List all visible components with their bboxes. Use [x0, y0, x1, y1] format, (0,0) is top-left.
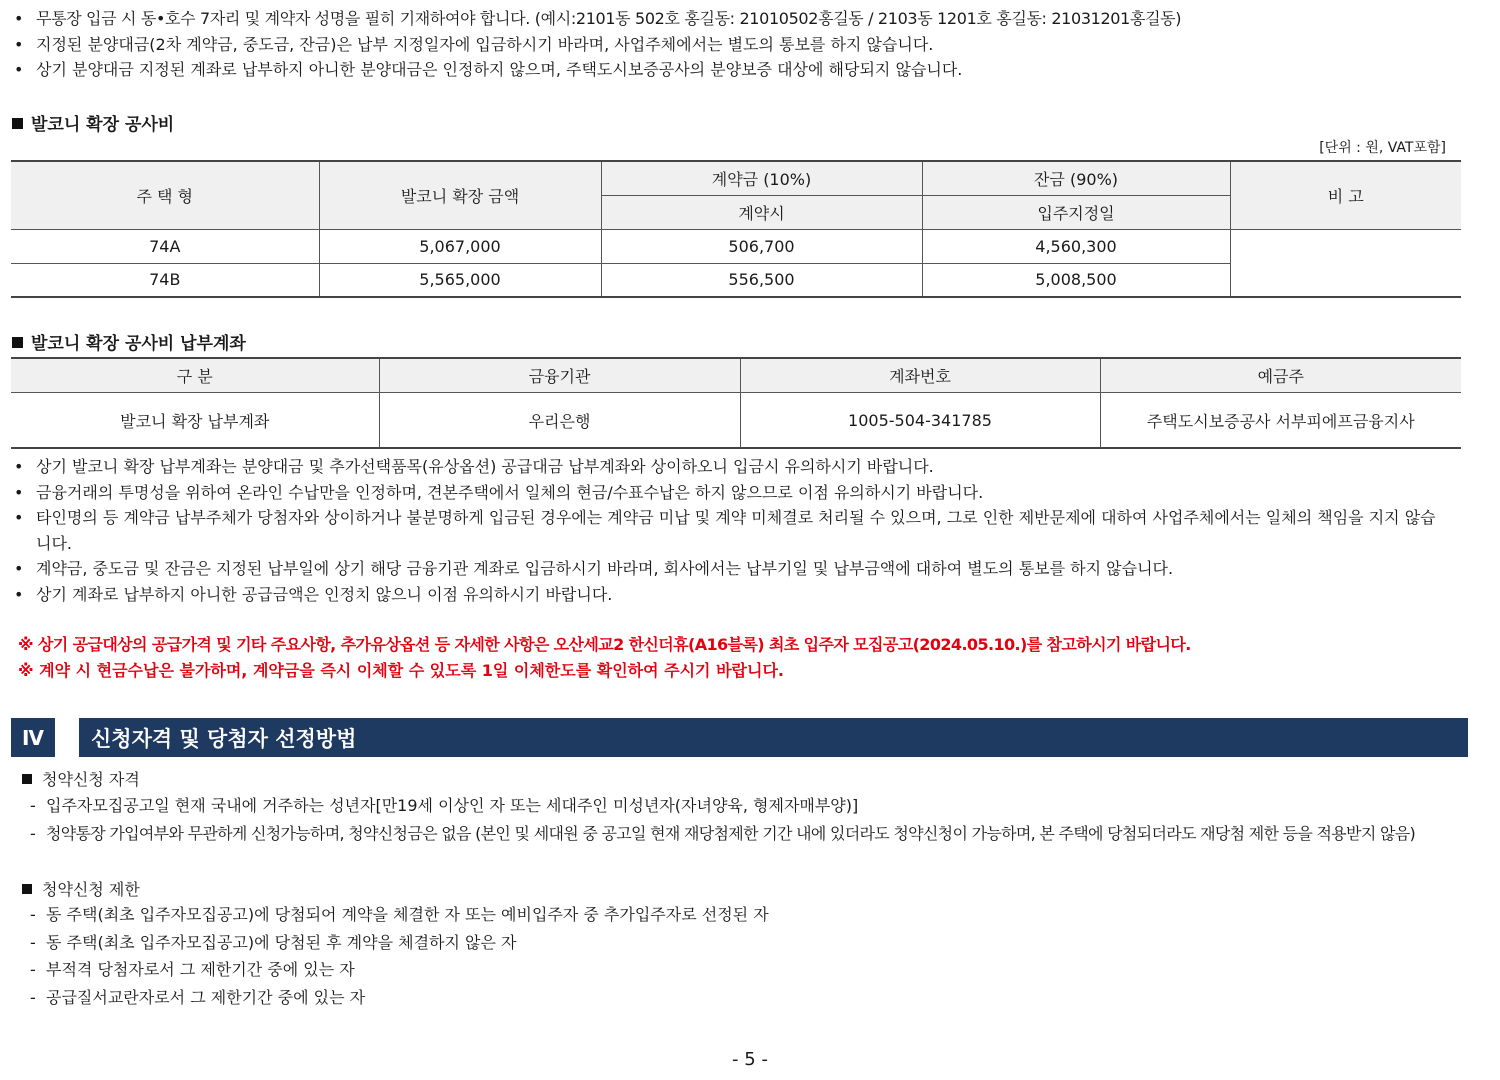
cell-account-number: 1005-504-341785 — [740, 393, 1100, 449]
list-item: - 공급질서교란자로서 그 제한기간 중에 있는 자 — [30, 984, 769, 1012]
important-notice-list — [18, 632, 1458, 684]
important-notice: ※ 계약 시 현금수납은 불가하며, 계약금을 즉시 이체할 수 있도록 1일 이체한도를 확인하여 주시기 바랍니다. — [18, 661, 784, 680]
unit-label: [단위 : 원, VAT포함] — [1319, 140, 1446, 156]
list-item: - 입주자모집공고일 현재 국내에 거주하는 성년자[만19세 이상인 자 또는 세대주인 미성년자(자녀양육, 형제자매부양)] — [30, 792, 1415, 820]
top-notice-list — [12, 6, 1472, 83]
cell-type: 74A — [11, 229, 319, 263]
qualification-list — [30, 792, 1415, 847]
header-amount: 발코니 확장 금액 — [319, 161, 601, 229]
header-category: 구 분 — [11, 358, 379, 393]
header-holder: 예금주 — [1100, 358, 1461, 393]
cell-category: 발코니 확장 납부계좌 — [11, 393, 379, 449]
cell-deposit: 556,500 — [601, 263, 922, 297]
cell-holder: 주택도시보증공사 서부피에프금융지사 — [1100, 393, 1461, 449]
cell-deposit: 506,700 — [601, 229, 922, 263]
important-notice: ※ 상기 공급대상의 공급가격 및 기타 주요사항, 추가유상옵션 등 자세한 사항은 오산세교2 한신더휴(A16블록) 최초 입주자 모집공고(2024.05.10.)를 참고하시기 바랍니다. — [18, 635, 1191, 654]
header-balance-timing: 입주지정일 — [922, 195, 1230, 229]
notice-item: • 지정된 분양대금(2차 계약금, 중도금, 잔금)은 납부 지정일자에 입금하시기 바라며, 사업주체에서는 별도의 통보를 하지 않습니다. — [12, 32, 1472, 58]
header-account-number: 계좌번호 — [740, 358, 1100, 393]
restriction-list — [30, 901, 769, 1011]
header-deposit-timing: 계약시 — [601, 195, 922, 229]
cell-note — [1230, 229, 1461, 297]
notice-item: • 타인명의 등 계약금 납부주체가 당첨자와 상이하거나 불분명하게 입금된 경우에는 계약금 미납 및 계약 미체결로 처리될 수 있으며, 그로 인한 제반문제에 대하여 사업주체에서는 일체의 책임을 지지 않습니다. — [12, 505, 1448, 556]
header-note: 비 고 — [1230, 161, 1461, 229]
list-item: - 부적격 당첨자로서 그 제한기간 중에 있는 자 — [30, 956, 769, 984]
header-bank: 금융기관 — [379, 358, 740, 393]
balcony-cost-table — [11, 160, 1461, 298]
section-title: 신청자격 및 당첨자 선정방법 — [91, 726, 357, 751]
cell-balance: 4,560,300 — [922, 229, 1230, 263]
page-number: - 5 - — [732, 1049, 768, 1070]
header-deposit: 계약금 (10%) — [601, 161, 922, 195]
notice-item: • 상기 분양대금 지정된 계좌로 납부하지 아니한 분양대금은 인정하지 않으며, 주택도시보증공사의 분양보증 대상에 해당되지 않습니다. — [12, 57, 1472, 83]
list-item: - 동 주택(최초 입주자모집공고)에 당첨되어 계약을 체결한 자 또는 예비입주자 중 추가입주자로 선정된 자 — [30, 901, 769, 929]
list-item: - 청약통장 가입여부와 무관하게 신청가능하며, 청약신청금은 없음 (본인 및 세대원 중 공고일 현재 재당첨제한 기간 내에 있더라도 청약신청이 가능하며, 본 주택에 당첨되더라도 재당첨 제한 등을 적용받지 않음) — [30, 820, 1415, 848]
header-type: 주 택 형 — [11, 161, 319, 229]
section-title-banner — [79, 718, 1468, 757]
notice-item: • 무통장 입금 시 동•호수 7자리 및 계약자 성명을 필히 기재하여야 합니다. (예시:2101동 502호 홍길동: 21010502홍길동 / 2103동 1201호 홍길동: 21031201홍길동) — [12, 6, 1472, 32]
notice-item: • 상기 발코니 확장 납부계좌는 분양대금 및 추가선택품목(유상옵션) 공급대금 납부계좌와 상이하오니 입금시 유의하시기 바랍니다. — [12, 454, 1448, 480]
cell-type: 74B — [11, 263, 319, 297]
cell-amount: 5,565,000 — [319, 263, 601, 297]
balcony-account-title: 발코니 확장 공사비 납부계좌 — [12, 329, 246, 354]
table-row — [11, 229, 1461, 263]
notice-item: • 계약금, 중도금 및 잔금은 지정된 납부일에 상기 해당 금융기관 계좌로 입금하시기 바라며, 회사에서는 납부기일 및 납부금액에 대하여 별도의 통보를 하지 않습니다. — [12, 556, 1448, 582]
notice-item: • 금융거래의 투명성을 위하여 온라인 수납만을 인정하며, 견본주택에서 일체의 현금/수표수납은 하지 않으므로 이점 유의하시기 바랍니다. — [12, 480, 1448, 506]
cell-bank: 우리은행 — [379, 393, 740, 449]
qualification-title: 청약신청 자격 — [22, 767, 140, 790]
balcony-cost-title: 발코니 확장 공사비 — [12, 110, 174, 135]
account-notice-list — [12, 454, 1448, 608]
square-bullet-icon — [22, 774, 32, 784]
square-bullet-icon — [22, 884, 32, 894]
square-bullet-icon — [12, 337, 23, 348]
list-item: - 동 주택(최초 입주자모집공고)에 당첨된 후 계약을 체결하지 않은 자 — [30, 929, 769, 957]
cell-amount: 5,067,000 — [319, 229, 601, 263]
restriction-title: 청약신청 제한 — [22, 877, 140, 900]
balcony-account-table — [11, 357, 1461, 449]
header-balance: 잔금 (90%) — [922, 161, 1230, 195]
notice-item: • 상기 계좌로 납부하지 아니한 공급금액은 인정치 않으니 이점 유의하시기 바랍니다. — [12, 582, 1448, 608]
square-bullet-icon — [12, 118, 23, 129]
table-row — [11, 393, 1461, 449]
section-number-badge: Ⅳ — [11, 718, 55, 757]
cell-balance: 5,008,500 — [922, 263, 1230, 297]
